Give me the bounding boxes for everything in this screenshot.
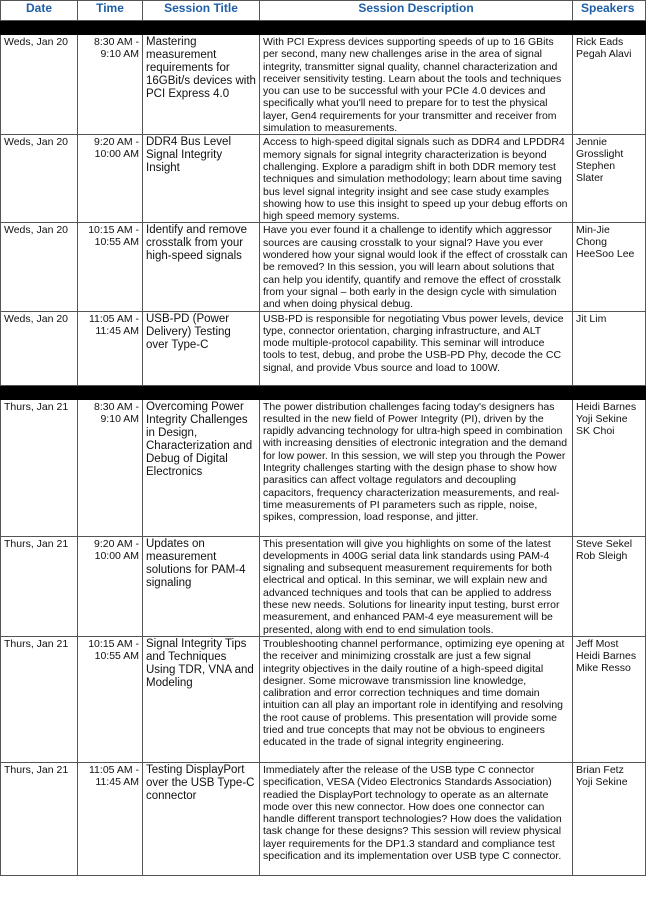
session-title: USB-PD (Power Delivery) Testing over Type-C	[143, 311, 260, 385]
header-row	[1, 1, 646, 21]
session-description: With PCI Express devices supporting speeds of up to 16 GBits per second, many new challenges arise in the area of signal integrity, transmitter signal quality, channel characterization and receiver sensitivity testing. Learn about the tools and techniques you can use to be successful with your PCIe 4.0 devices and specifically what you'll need to prepare for to test the physical layer, Gen4 requirements for your transmitter and receiver from simulation to measurements.	[260, 35, 573, 135]
speaker-name: SK Choi	[576, 424, 615, 437]
session-title: Identify and remove crosstalk from your high-speed signals	[143, 223, 260, 311]
session-speakers	[573, 311, 646, 385]
speaker-name: Yoji Sekine	[576, 775, 628, 788]
speaker-name: Stephen Slater	[576, 160, 616, 185]
session-description: Access to high-speed digital signals such as DDR4 and LPDDR4 memory signals for signal integrity characterization is beyond challenging. Explore a paradigm shift in both DDR memory test techniques and simulation methodology; learn about time saving bus level signal integrity insight and see case study examples showing how to use this insight to speed up your debug efforts on high speed memory systems.	[260, 135, 573, 223]
session-title: Overcoming Power Integrity Challenges in Design, Characterization and Debug of Digital Electronics	[143, 399, 260, 536]
session-date: Weds, Jan 20	[1, 35, 78, 135]
session-speakers	[573, 35, 646, 135]
table-row	[1, 536, 646, 636]
session-description: The power distribution challenges facing today's designers has resulted in the new field of Power Integrity (PI), driven by the rapidly advancing technology for ultra-high speed in combination with increasing densities of electronic integration and the demand for low power. In this session, we will step you through the Power Integrity challenges starting with the design phase to show how parasitics can affect voltage regulators and decoupling capacitors, frequency characterization measurements, and real-time measurements of PI parameters such as ripple, noise, spikes, compression, load response, and jitter.	[260, 399, 573, 536]
session-description: Immediately after the release of the USB type C connector specification, VESA (Video Electronics Standards Association) readied the DisplayPort technology to operate as an alternate mode over this new connector. How does one connector can handle different transport technologies? How does the validation task change for these designs? This session will review physical layer requirements for the DP1.3 standard and compliance test specification and its implementation over USB type C connector.	[260, 762, 573, 875]
session-date: Weds, Jan 20	[1, 311, 78, 385]
header-time: Time	[78, 1, 143, 21]
session-title: DDR4 Bus Level Signal Integrity Insight	[143, 135, 260, 223]
speaker-name: Heidi Barnes	[576, 649, 637, 662]
day-divider	[1, 385, 646, 399]
session-speakers	[573, 135, 646, 223]
session-date: Thurs, Jan 21	[1, 636, 78, 762]
session-date: Thurs, Jan 21	[1, 762, 78, 875]
session-time: 10:15 AM - 10:55 AM	[78, 223, 143, 311]
table-row	[1, 223, 646, 311]
session-title: Updates on measurement solutions for PAM-4 signaling	[143, 536, 260, 636]
session-time: 11:05 AM - 11:45 AM	[78, 311, 143, 385]
speaker-name: Mike Resso	[576, 661, 631, 674]
speaker-name: Brian Fetz	[576, 763, 624, 776]
session-speakers	[573, 636, 646, 762]
speaker-name: Heidi Barnes	[576, 400, 637, 413]
session-description: Troubleshooting channel performance, optimizing eye opening at the receiver and minimizing crosstalk are just a few signal integrity objectives in the daily routine of a high-speed digital designer. Some microwave transmission line knowledge, calibration and error correction techniques and time domain intuition can all play an important role in identifying and resolving the root cause of problems. This presentation will provide some tried and true concepts that may not be obvious to engineers educated in the trade of signal integrity engineering.	[260, 636, 573, 762]
header-speakers: Speakers	[573, 1, 646, 21]
session-time: 8:30 AM - 9:10 AM	[78, 399, 143, 536]
speaker-name: Jit Lim	[576, 312, 607, 325]
speaker-name: Jennie Grosslight	[576, 136, 624, 161]
speaker-name: HeeSoo Lee	[576, 248, 635, 261]
session-speakers	[573, 223, 646, 311]
session-time: 8:30 AM - 9:10 AM	[78, 35, 143, 135]
session-description: USB-PD is responsible for negotiating Vbus power levels, device type, connector orientation, charging infrastructure, and ALT mode multiple-protocol capability. This seminar will introduce tools to test, debug, and probe the USB-PD Phy, decode the CC signal, and provide Vbus source and load to 100W.	[260, 311, 573, 385]
session-time: 9:20 AM - 10:00 AM	[78, 135, 143, 223]
speaker-name: Rick Eads	[576, 36, 624, 48]
session-title: Signal Integrity Tips and Techniques Using TDR, VNA and Modeling	[143, 636, 260, 762]
session-title: Mastering measurement requirements for 16GBit/s devices with PCI Express 4.0	[143, 35, 260, 135]
session-date: Thurs, Jan 21	[1, 399, 78, 536]
session-description: This presentation will give you highlights on some of the latest developments in 400G serial data link standards using PAM-4 signaling and subsequent measurement requirements for both electrical and optical. In this seminar, we will explain new and advanced techniques and tools that can be applied to address these new needs. Solutions for linearity input testing, burst error measurement, and enhanced PAM-4 eye measurement will be presented, along with end to end simulation tools.	[260, 536, 573, 636]
session-date: Thurs, Jan 21	[1, 536, 78, 636]
table-row	[1, 762, 646, 875]
session-date: Weds, Jan 20	[1, 223, 78, 311]
session-date: Weds, Jan 20	[1, 135, 78, 223]
speaker-name: Min-Jie Chong	[576, 224, 610, 249]
session-time: 11:05 AM - 11:45 AM	[78, 762, 143, 875]
table-row	[1, 35, 646, 135]
table-row	[1, 399, 646, 536]
session-time: 10:15 AM - 10:55 AM	[78, 636, 143, 762]
table-row	[1, 636, 646, 762]
session-speakers	[573, 536, 646, 636]
session-title: Testing DisplayPort over the USB Type-C connector	[143, 762, 260, 875]
header-session-description: Session Description	[260, 1, 573, 21]
table-row	[1, 311, 646, 385]
day-divider	[1, 21, 646, 35]
speaker-name: Jeff Most	[576, 637, 619, 650]
session-time: 9:20 AM - 10:00 AM	[78, 536, 143, 636]
session-speakers	[573, 399, 646, 536]
header-date: Date	[1, 1, 78, 21]
table-row	[1, 135, 646, 223]
session-speakers	[573, 762, 646, 875]
speaker-name: Pegah Alavi	[576, 48, 632, 60]
session-description: Have you ever found it a challenge to identify which aggressor sources are causing crosstalk to your signal? Have you ever wondered how your signal would look if the effect of crosstalk can be removed? In this session, you will learn about solutions that can help you identify, quantify and remove the effect of crosstalk from your signal – both early in the design cycle with simulation and when doing physical debug.	[260, 223, 573, 311]
header-session-title: Session Title	[143, 1, 260, 21]
speaker-name: Steve Sekel	[576, 537, 633, 550]
speaker-name: Yoji Sekine	[576, 412, 628, 425]
speaker-name: Rob Sleigh	[576, 549, 628, 562]
